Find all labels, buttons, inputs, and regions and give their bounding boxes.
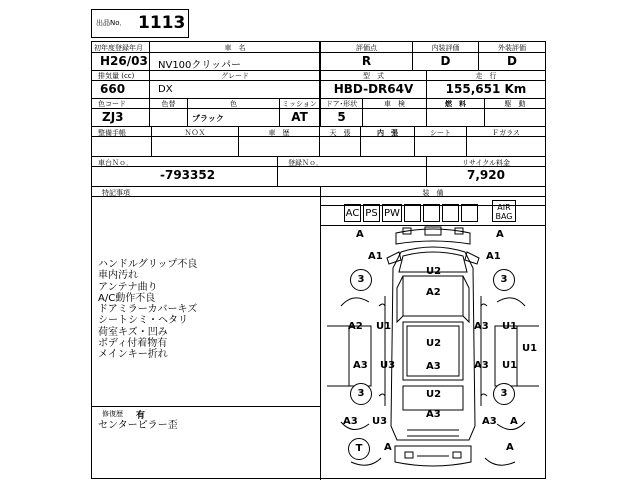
registration-label: 登録Ｎｏ． — [288, 159, 323, 167]
remark-item: メインキー折れ — [98, 349, 168, 361]
mission-value: AT — [291, 110, 308, 124]
cc-value: 660 — [100, 82, 126, 96]
mission-label: ミッション — [282, 100, 317, 108]
door-label: ドア･形状 — [325, 100, 358, 108]
grade-value: DX — [158, 84, 173, 95]
equipment-airbag: AIR BAG — [492, 200, 516, 222]
inspection-label: 車 検 — [384, 100, 405, 108]
lot-number-box — [91, 9, 189, 38]
grade-label: グレード — [221, 72, 249, 80]
damage-fender-left-2: U1 — [376, 321, 392, 332]
glass-label: Ｆガラス — [492, 129, 520, 137]
interior-value: D — [440, 54, 451, 68]
damage-rear-left-2: U3 — [372, 416, 388, 427]
damage-door-center: A3 — [426, 361, 441, 372]
score-value: R — [361, 54, 372, 68]
exterior-value: D — [507, 54, 517, 68]
damage-door-right: A3 — [474, 360, 489, 371]
remark-item: シートシミ・ヘタリ — [98, 315, 188, 327]
damage-fender-right-2: U1 — [502, 321, 518, 332]
remark-item: ハンドルグリップ不良 — [98, 259, 198, 270]
wheel-front-right: 3 — [493, 269, 515, 291]
remark-item: ボディ付着物有 — [98, 338, 168, 350]
damage-windshield: A2 — [426, 287, 441, 298]
lot-label: 出品No． — [96, 19, 127, 27]
name-label: 車 名 — [224, 44, 246, 52]
remark-item: 車内汚れ — [98, 270, 138, 282]
mileage-label: 走 行 — [475, 72, 497, 80]
remark-item: A/C動作不良 — [98, 292, 156, 304]
equipment-ac: AC — [344, 204, 361, 222]
recycle-value: 7,920 — [467, 168, 505, 182]
remark-item: ドアミラーカバーキズ — [98, 304, 198, 316]
name-value: NV100クリッパー — [158, 60, 242, 71]
interior-trim-label: 内 張 — [377, 129, 398, 137]
damage-front-left: A — [356, 229, 364, 240]
mileage-value: 155,651 Km — [445, 82, 527, 96]
color-value: ブラック — [192, 114, 224, 123]
equipment-pw: PW — [382, 204, 402, 222]
color-code-value: ZJ3 — [102, 110, 124, 124]
repair-value: 有 — [136, 411, 146, 421]
equipment-slot-4 — [404, 204, 421, 222]
remarks-label: 特記事項 — [102, 189, 130, 197]
damage-rear-left: A3 — [343, 416, 358, 427]
damage-front-right: A — [496, 229, 504, 240]
damage-mirror-left: A1 — [368, 251, 383, 262]
color-label: 色 — [230, 100, 237, 108]
tire-marker: T — [348, 438, 370, 460]
nox-label: ＮＯＸ — [184, 129, 206, 137]
equipment-slot-6 — [442, 204, 459, 222]
exterior-label: 外装評価 — [498, 44, 526, 52]
seat-label: シート — [430, 129, 451, 137]
chassis-label: 車台Ｎｏ． — [98, 159, 133, 167]
damage-bumper-left: A — [384, 442, 392, 453]
damage-door-left: A3 — [353, 360, 368, 371]
repair-note: センターピラー歪 — [98, 420, 178, 431]
recycle-label: リサイクル料金 — [461, 159, 511, 167]
damage-mirror-right: A1 — [486, 251, 501, 262]
damage-bonnet: U2 — [426, 266, 442, 277]
service-label: 整備手帳 — [98, 129, 126, 137]
damage-bumper-right: A — [506, 442, 514, 453]
chassis-value: -793352 — [160, 168, 216, 182]
interior-label: 内装評価 — [431, 44, 460, 52]
damage-rear-right-2: A — [510, 416, 518, 427]
fuel-label: 燃 料 — [445, 100, 466, 108]
score-label: 評価点 — [356, 44, 377, 52]
roof-label: 天 張 — [329, 129, 351, 137]
equipment-slot-7 — [461, 204, 478, 222]
equipment-label: 装 備 — [422, 189, 444, 197]
equipment-ps: PS — [363, 204, 380, 222]
remarks-list — [98, 259, 197, 361]
inspection-sheet — [91, 41, 546, 479]
color-change-label: 色替 — [161, 100, 176, 108]
damage-fender-left: A2 — [348, 321, 363, 332]
remark-item: アンテナ曲り — [98, 281, 158, 293]
damage-door-left-2: U3 — [380, 360, 396, 371]
damage-rear-roof: U2 — [426, 389, 442, 400]
wheel-rear-left: 3 — [350, 383, 372, 405]
damage-rear-right: A3 — [482, 416, 497, 427]
damage-door-right-2: U1 — [502, 360, 518, 371]
remark-item: 荷室キズ・凹み — [98, 326, 168, 338]
damage-back-center: A3 — [426, 409, 441, 420]
equipment-slot-5 — [423, 204, 440, 222]
repair-label: 修復歴 — [102, 410, 123, 418]
damage-side-right: U1 — [522, 343, 538, 354]
wheel-front-left: 3 — [350, 269, 372, 291]
damage-roof: U2 — [426, 338, 442, 349]
cc-label: 排気量 (cc) — [98, 72, 135, 80]
color-code-label: 色コード — [98, 100, 126, 108]
year-value: H26/03 — [100, 54, 148, 68]
wheel-rear-right: 3 — [493, 383, 515, 405]
history-label: 車 歴 — [268, 129, 290, 137]
year-label: 初年度登録年月 — [94, 44, 143, 52]
drive-label: 駆 動 — [504, 100, 526, 108]
door-value: 5 — [337, 110, 346, 124]
model-value: HBD-DR64V — [333, 82, 414, 96]
lot-number: 1113 — [138, 13, 186, 33]
damage-fender-right: A3 — [474, 321, 489, 332]
model-label: 型 式 — [363, 72, 384, 80]
